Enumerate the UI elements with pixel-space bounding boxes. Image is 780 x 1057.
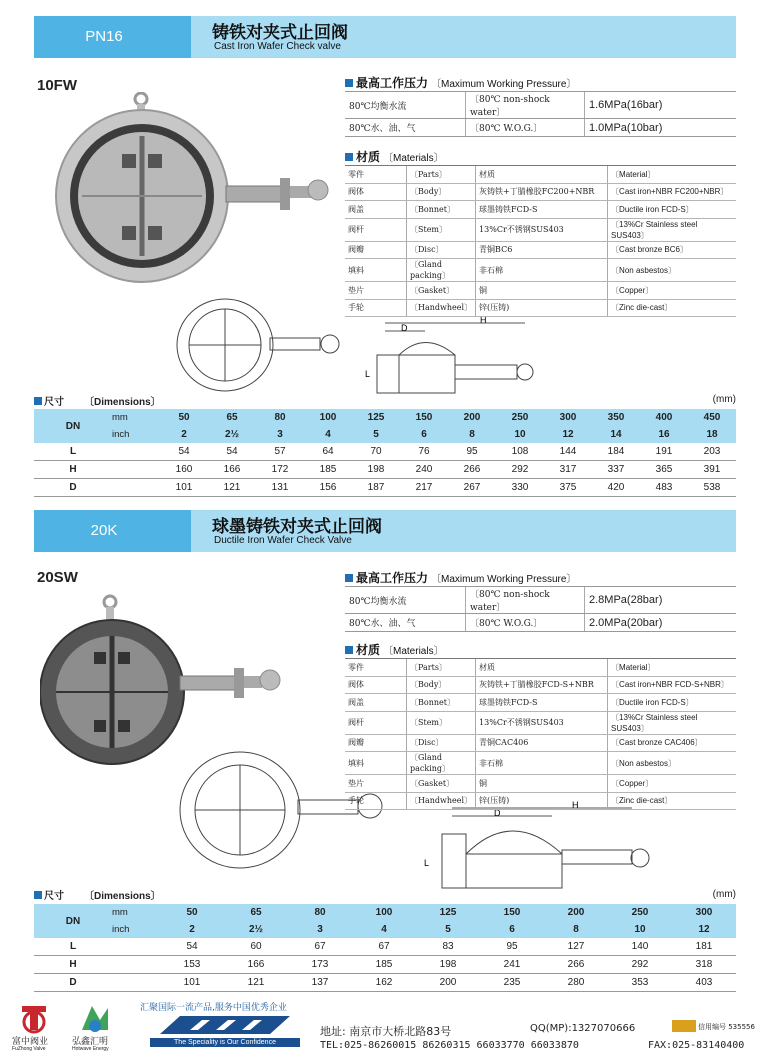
dim-label-h: H <box>572 800 579 810</box>
table-cell: 150 <box>400 409 448 426</box>
pressure-table <box>345 91 736 137</box>
table-cell: 65 <box>208 409 256 426</box>
pressure-class-label: 20K <box>90 522 118 539</box>
table-cell: 54 <box>208 443 256 461</box>
table-row: 零件 〔Parts〕 材质 〔Material〕 <box>345 166 736 184</box>
table-row <box>34 938 736 956</box>
table-cell: 391 <box>688 461 736 479</box>
table-cell: 12 <box>544 426 592 443</box>
unit-label: (mm) <box>712 394 736 405</box>
row-label: D <box>34 974 112 992</box>
table-cell: 101 <box>160 974 224 992</box>
dimensions-table <box>34 409 736 497</box>
table-cell: 60 <box>224 938 288 956</box>
table-cell: 317 <box>544 461 592 479</box>
row-label: L <box>34 443 112 461</box>
dim-label-h: H <box>480 315 487 325</box>
table-cell: 57 <box>256 443 304 461</box>
table-cell: 76 <box>400 443 448 461</box>
table-cell: 353 <box>608 974 672 992</box>
unit-inch-label: inch <box>112 426 160 443</box>
spacer-cell <box>112 461 160 479</box>
table-cell: 162 <box>352 974 416 992</box>
dimensions-title: 尺寸 〔Dimensions〕 <box>34 887 161 902</box>
logo1-zh: 富中阀业 <box>12 1037 49 1047</box>
table-row: 80℃水、油、气 〔80℃ W.O.G.〕 2.0MPa(20bar) <box>345 614 736 632</box>
table-cell: 153 <box>160 956 224 974</box>
table-cell: 173 <box>288 956 352 974</box>
table-cell: 2½ <box>224 921 288 938</box>
table-row: 80℃均衡水流 〔80℃ non-shock water〕 1.6MPa(16bar) <box>345 92 736 119</box>
table-row: 手轮 〔Handwheel〕 锌(压铸) 〔Zinc die-cast〕 <box>345 792 736 810</box>
table-cell: 108 <box>496 443 544 461</box>
table-cell: 8 <box>544 921 608 938</box>
table-cell: 67 <box>288 938 352 956</box>
table-cell: 160 <box>160 461 208 479</box>
table-cell: 300 <box>544 409 592 426</box>
table-cell: 292 <box>496 461 544 479</box>
table-cell: 191 <box>640 443 688 461</box>
table-cell: 156 <box>304 479 352 497</box>
table-row: 阀杆 〔Stem〕 13%Cr不锈钢SUS403 〔13%Cr Stainless steel SUS403〕 <box>345 218 736 241</box>
valve-photo <box>40 92 330 302</box>
section-banner-pn16 <box>34 16 736 58</box>
dim-label-d: D <box>494 808 501 818</box>
table-cell: 403 <box>672 974 736 992</box>
table-row: 阀杆 〔Stem〕 13%Cr不锈钢SUS403 〔13%Cr Stainless steel SUS403〕 <box>345 711 736 734</box>
table-cell: 198 <box>416 956 480 974</box>
table-cell: 4 <box>304 426 352 443</box>
table-cell: 67 <box>352 938 416 956</box>
table-cell: 250 <box>496 409 544 426</box>
dimension-drawing <box>355 315 555 405</box>
table-row <box>34 921 736 938</box>
table-row <box>34 461 736 479</box>
table-cell: 187 <box>352 479 400 497</box>
unit-mm-label: mm <box>112 409 160 426</box>
logo2-en: Hotwave Energy <box>72 1046 109 1052</box>
table-row: 填料 〔Gland packing〕 非石棉 〔Non asbestos〕 <box>345 259 736 282</box>
spacer-cell <box>112 938 160 956</box>
table-row: 垫片 〔Gasket〕 铜 〔Copper〕 <box>345 775 736 793</box>
table-cell: 5 <box>416 921 480 938</box>
table-cell: 127 <box>544 938 608 956</box>
table-cell: 166 <box>224 956 288 974</box>
brand-logo-icon <box>150 1012 300 1038</box>
table-row <box>34 443 736 461</box>
table-cell: 185 <box>304 461 352 479</box>
table-cell: 95 <box>480 938 544 956</box>
table-cell: 200 <box>448 409 496 426</box>
model-number: 10FW <box>37 77 78 94</box>
table-cell: 101 <box>160 479 208 497</box>
unit-inch-label: inch <box>112 921 160 938</box>
table-cell: 300 <box>672 904 736 921</box>
table-row <box>34 974 736 992</box>
table-cell: 80 <box>256 409 304 426</box>
table-cell: 166 <box>208 461 256 479</box>
table-cell: 150 <box>480 904 544 921</box>
table-cell: 250 <box>608 904 672 921</box>
product-title-en: Cast Iron Wafer Check valve <box>214 41 341 52</box>
table-cell: 330 <box>496 479 544 497</box>
materials-table <box>345 165 736 317</box>
address: 地址: 南京市大桥北路83号 <box>320 1025 452 1038</box>
table-cell: 292 <box>608 956 672 974</box>
table-cell: 54 <box>160 938 224 956</box>
dimensions-title: 尺寸 〔Dimensions〕 <box>34 393 161 408</box>
materials-title: 材质 〔Materials〕 <box>345 148 444 165</box>
table-cell: 14 <box>592 426 640 443</box>
dim-label-l: L <box>424 858 430 868</box>
logo1-en: FuZhong Valve <box>12 1046 46 1052</box>
table-cell: 4 <box>352 921 416 938</box>
product-title-en: Ductile Iron Wafer Check Valve <box>214 535 352 546</box>
table-cell: 375 <box>544 479 592 497</box>
slogan: 汇聚国际一流产品,服务中国优秀企业 <box>140 1003 287 1013</box>
table-cell: 121 <box>208 479 256 497</box>
table-row <box>34 409 736 426</box>
valve-sketch <box>170 290 350 400</box>
table-row: 80℃均衡水流 〔80℃ non-shock water〕 2.8MPa(28bar) <box>345 587 736 614</box>
table-cell: 64 <box>304 443 352 461</box>
table-cell: 241 <box>480 956 544 974</box>
spacer-cell <box>112 479 160 497</box>
table-cell: 203 <box>688 443 736 461</box>
table-cell: 267 <box>448 479 496 497</box>
table-cell: 198 <box>352 461 400 479</box>
table-cell: 6 <box>480 921 544 938</box>
table-cell: 184 <box>592 443 640 461</box>
table-row: 填料 〔Gland packing〕 非石棉 〔Non asbestos〕 <box>345 752 736 775</box>
row-label: H <box>34 956 112 974</box>
table-row: 阀体 〔Body〕 灰铸铁+丁腈橡胶FC200+NBR 〔Cast iron+NBR FC200+NBR〕 <box>345 183 736 201</box>
hotwave-logo-icon <box>78 1000 112 1034</box>
table-row: 阀体 〔Body〕 灰铸铁+丁腈橡胶FCD-S+NBR 〔Cast iron+NBR FCD-S+NBR〕 <box>345 676 736 694</box>
footer <box>0 996 780 1057</box>
table-cell: 70 <box>352 443 400 461</box>
table-cell: 172 <box>256 461 304 479</box>
telephone: TEL:025-86260015 86260315 66033770 66033870 <box>320 1040 579 1051</box>
table-cell: 144 <box>544 443 592 461</box>
table-row: 垫片 〔Gasket〕 铜 〔Copper〕 <box>345 282 736 300</box>
dimensions-table <box>34 904 736 992</box>
table-cell: 337 <box>592 461 640 479</box>
dim-label-d: D <box>401 323 408 333</box>
table-cell: 18 <box>688 426 736 443</box>
table-cell: 538 <box>688 479 736 497</box>
table-cell: 240 <box>400 461 448 479</box>
table-row <box>34 479 736 497</box>
spacer-cell <box>112 443 160 461</box>
row-label: H <box>34 461 112 479</box>
pressure-title: 最高工作压力 〔Maximum Working Pressure〕 <box>345 74 576 91</box>
materials-title: 材质 〔Materials〕 <box>345 641 444 658</box>
table-cell: 80 <box>288 904 352 921</box>
table-cell: 5 <box>352 426 400 443</box>
table-cell: 318 <box>672 956 736 974</box>
dn-label: DN <box>34 904 112 938</box>
table-cell: 181 <box>672 938 736 956</box>
table-cell: 16 <box>640 426 688 443</box>
table-row: 零件 〔Parts〕 材质 〔Material〕 <box>345 659 736 677</box>
table-cell: 10 <box>496 426 544 443</box>
table-cell: 50 <box>160 904 224 921</box>
table-row <box>34 956 736 974</box>
unit-label: (mm) <box>712 889 736 900</box>
table-cell: 12 <box>672 921 736 938</box>
table-cell: 121 <box>224 974 288 992</box>
spacer-cell <box>112 974 160 992</box>
model-number: 20SW <box>37 569 78 586</box>
table-cell: 3 <box>288 921 352 938</box>
table-cell: 185 <box>352 956 416 974</box>
table-cell: 450 <box>688 409 736 426</box>
product-title-zh: 铸铁对夹式止回阀 <box>212 23 348 43</box>
table-row: 阀盖 〔Bonnet〕 球墨铸铁FCD-S 〔Ductile iron FCD-S〕 <box>345 201 736 219</box>
credit-number: 信用编号 535556 <box>698 1023 755 1031</box>
product-title-zh: 球墨铸铁对夹式止回阀 <box>212 517 382 537</box>
pressure-class-label: PN16 <box>34 16 174 58</box>
table-cell: 2 <box>160 426 208 443</box>
table-row <box>34 426 736 443</box>
dim-label-l: L <box>365 369 371 379</box>
table-cell: 100 <box>304 409 352 426</box>
fax: FAX:025-83140400 <box>648 1040 745 1051</box>
table-cell: 140 <box>608 938 672 956</box>
table-row: 阀盖 〔Bonnet〕 球墨铸铁FCD-S 〔Ductile iron FCD-S〕 <box>345 694 736 712</box>
table-row: 80℃水、油、气 〔80℃ W.O.G.〕 1.0MPa(10bar) <box>345 119 736 137</box>
spacer-cell <box>112 956 160 974</box>
table-row: 手轮 〔Handwheel〕 锌(压铸) 〔Zinc die-cast〕 <box>345 299 736 317</box>
table-cell: 266 <box>448 461 496 479</box>
unit-mm-label: mm <box>112 904 160 921</box>
table-cell: 483 <box>640 479 688 497</box>
table-row: 阀瓣 〔Disc〕 青铜BC6 〔Cast bronze BC6〕 <box>345 241 736 259</box>
table-cell: 266 <box>544 956 608 974</box>
table-cell: 95 <box>448 443 496 461</box>
section-banner-20k <box>34 510 736 552</box>
dn-label: DN <box>34 409 112 443</box>
table-cell: 350 <box>592 409 640 426</box>
materials-table <box>345 658 736 810</box>
table-row <box>34 904 736 921</box>
table-cell: 2 <box>160 921 224 938</box>
table-cell: 200 <box>544 904 608 921</box>
logo2-zh: 弘鑫汇明 <box>72 1037 109 1047</box>
fuzhong-logo-icon <box>14 1002 54 1034</box>
table-cell: 6 <box>400 426 448 443</box>
table-cell: 131 <box>256 479 304 497</box>
table-cell: 54 <box>160 443 208 461</box>
table-cell: 365 <box>640 461 688 479</box>
brand-tagline: The Speciality is Our Confidence <box>150 1038 300 1047</box>
table-cell: 8 <box>448 426 496 443</box>
row-label: L <box>34 938 112 956</box>
table-cell: 83 <box>416 938 480 956</box>
table-cell: 125 <box>416 904 480 921</box>
table-cell: 200 <box>416 974 480 992</box>
table-cell: 125 <box>352 409 400 426</box>
table-cell: 3 <box>256 426 304 443</box>
row-label: D <box>34 479 112 497</box>
pressure-title: 最高工作压力 〔Maximum Working Pressure〕 <box>345 569 576 586</box>
table-cell: 65 <box>224 904 288 921</box>
table-cell: 235 <box>480 974 544 992</box>
pressure-table <box>345 586 736 632</box>
table-cell: 2½ <box>208 426 256 443</box>
table-cell: 10 <box>608 921 672 938</box>
table-cell: 137 <box>288 974 352 992</box>
table-cell: 217 <box>400 479 448 497</box>
table-cell: 280 <box>544 974 608 992</box>
dimension-drawing <box>412 798 652 893</box>
table-cell: 420 <box>592 479 640 497</box>
qq: QQ(MP):1327070666 <box>530 1023 636 1034</box>
table-row: 阀瓣 〔Disc〕 青铜CAC406 〔Cast bronze CAC406〕 <box>345 734 736 752</box>
table-cell: 100 <box>352 904 416 921</box>
table-cell: 400 <box>640 409 688 426</box>
table-cell: 50 <box>160 409 208 426</box>
credit-badge-icon <box>672 1020 696 1032</box>
